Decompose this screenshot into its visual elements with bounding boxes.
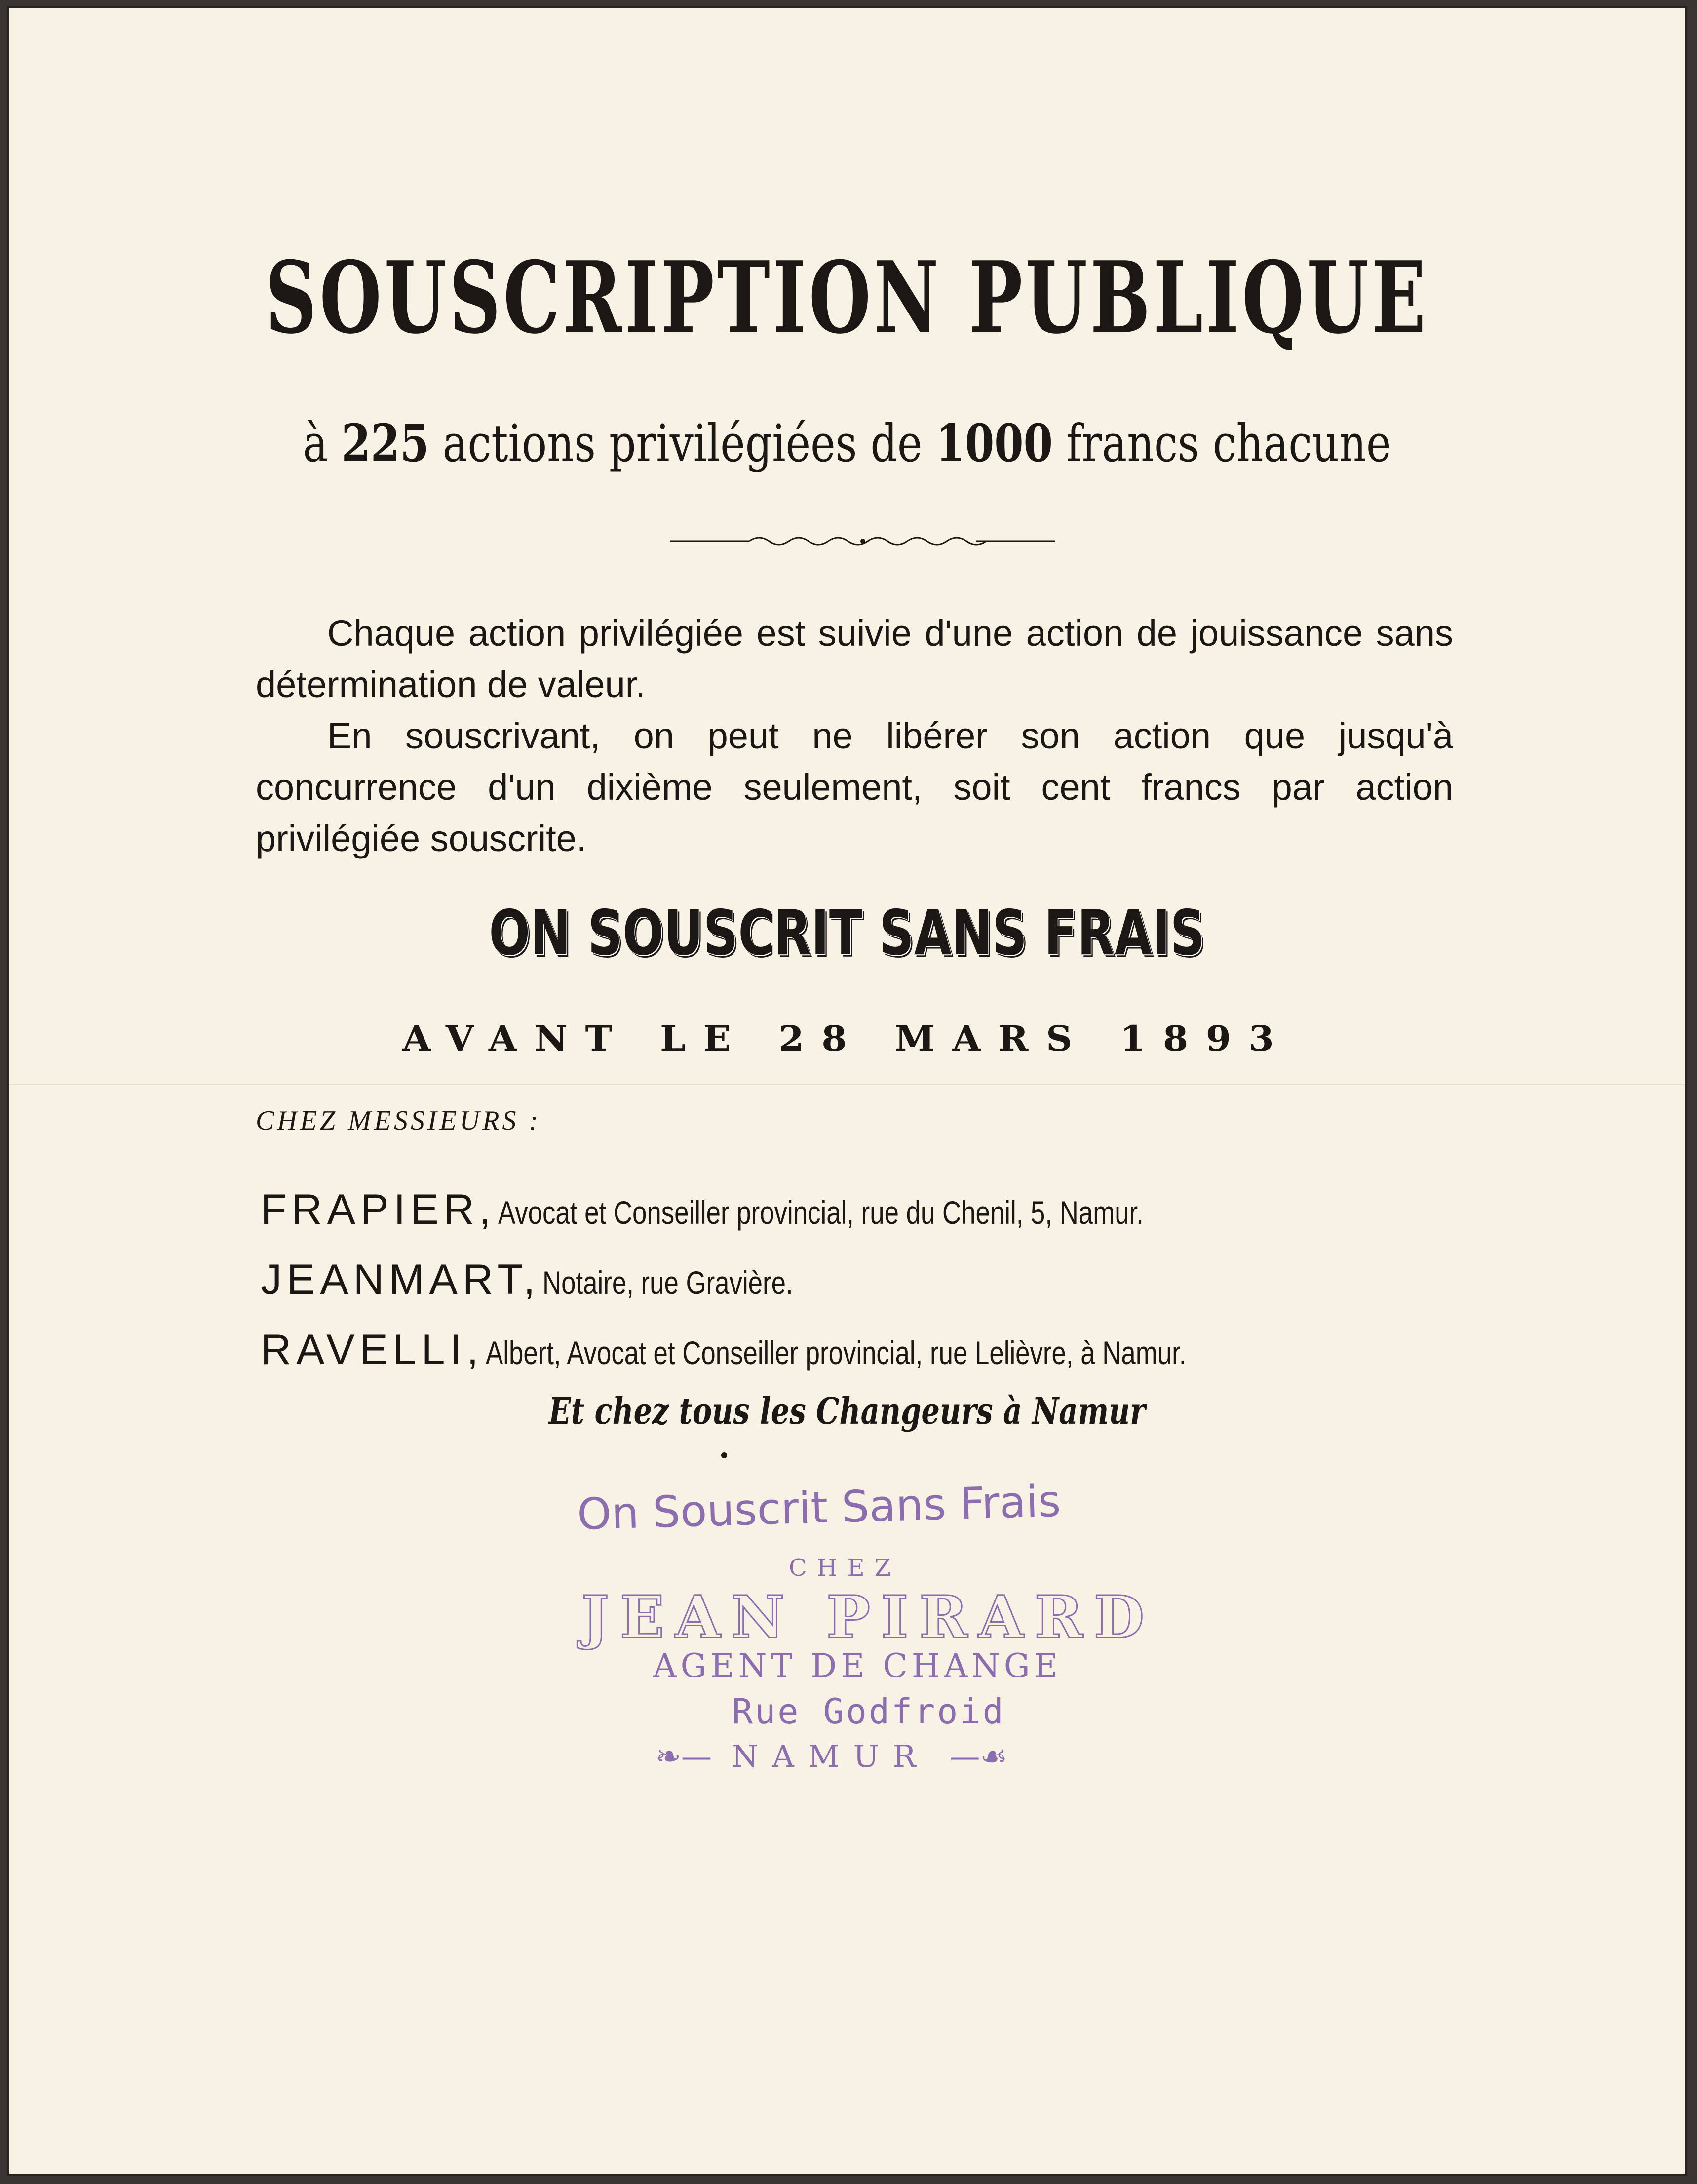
document-page — [7, 6, 1687, 2176]
stamp-line-6 — [656, 1738, 1007, 1774]
entry-name: JEANMART — [261, 1256, 524, 1303]
list-item: JEANMART, Notaire, rue Gravière. — [261, 1256, 793, 1303]
subtitle-middle: actions privilégiées de — [442, 413, 923, 473]
entry-name: FRAPIER — [261, 1186, 479, 1233]
deadline: AVANT LE 28 MARS 1893 — [402, 1018, 1292, 1059]
entry-detail: Notaire, rue Gravière. — [542, 1264, 793, 1301]
changeurs-line: Et chez tous les Changeurs à Namur — [548, 1390, 1146, 1433]
stamp-line-3: JEAN PIRARD — [581, 1583, 1156, 1651]
stamp-line-2: CHEZ — [789, 1554, 901, 1582]
entry-name: RAVELLI — [261, 1326, 467, 1373]
share-amount: 1000 — [935, 413, 1053, 473]
fleuron-right-icon: —☙ — [949, 1738, 1007, 1774]
subtitle-suffix: francs chacune — [1066, 413, 1391, 473]
dot-mark — [721, 1452, 727, 1458]
ink-stamp — [552, 1475, 1243, 1805]
share-count: 225 — [341, 413, 429, 473]
stamp-line-4: AGENT DE CHANGE — [653, 1647, 1062, 1685]
body-text — [256, 608, 1453, 864]
entries-list — [261, 1185, 1361, 1396]
ornament-divider-icon — [670, 530, 1055, 550]
fleuron-left-icon: ❧— — [656, 1738, 712, 1774]
subtitle-prefix: à — [303, 413, 328, 473]
list-item: RAVELLI, Albert, Avocat et Conseiller provincial, rue Lelièvre, à Namur. — [261, 1326, 1187, 1373]
headline: ON SOUSCRIT SANS FRAIS — [489, 897, 1205, 969]
fold-line — [9, 1084, 1685, 1085]
stamp-line-5: Rue Godfroid — [732, 1691, 1005, 1732]
document-title: SOUSCRIPTION PUBLIQUE — [265, 240, 1429, 356]
list-item: FRAPIER, Avocat et Conseiller provincial, rue du Chenil, 5, Namur. — [261, 1186, 1144, 1233]
paragraph-2: En souscrivant, on peut ne libérer son action que jusqu'à concurrence d'un dixième seulement, soit cent francs par action privilégiée souscrite. — [256, 715, 1453, 859]
entry-detail: Avocat et Conseiller provincial, rue du Chenil, 5, Namur. — [498, 1194, 1144, 1231]
entry-detail: Albert, Avocat et Conseiller provincial, rue Lelièvre, à Namur. — [485, 1334, 1187, 1371]
paragraph-1: Chaque action privilégiée est suivie d'une action de jouissance sans détermination de valeur. — [256, 613, 1453, 705]
stamp-city: NAMUR — [731, 1738, 930, 1774]
stamp-line-1: On Souscrit Sans Frais — [577, 1475, 1062, 1540]
chez-label: CHEZ MESSIEURS : — [256, 1105, 541, 1136]
document-subtitle — [160, 413, 1535, 473]
